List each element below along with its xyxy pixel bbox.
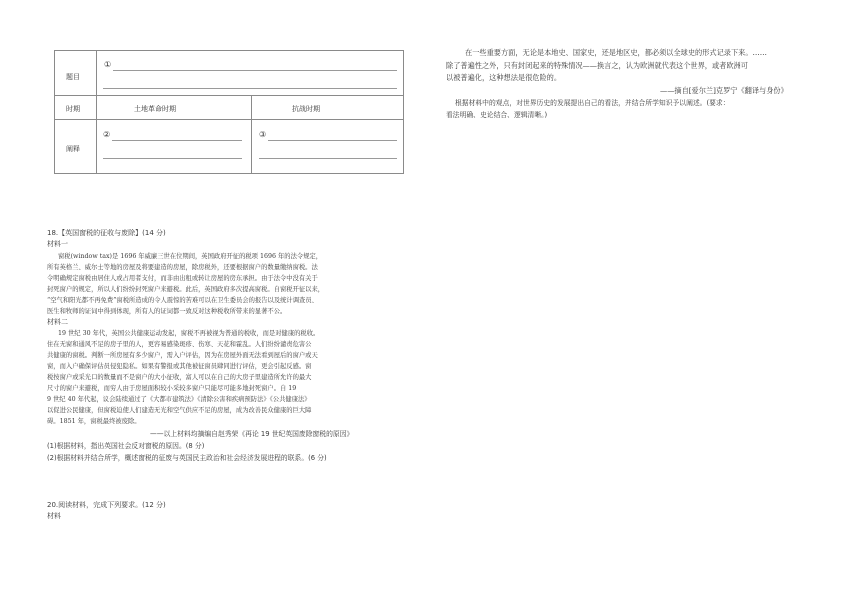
blank-marker-3: ③ — [259, 130, 267, 139]
material-label: 材料一 — [47, 240, 68, 248]
material-line: 19 世纪 30 年代，英国公共健康运动发起，窗税不再被视为普通的税收，而是对健康的税收。 — [58, 330, 320, 337]
material-line: “空气和阳光都不再免费”窗税所造成的令人震惊的苦难可以在卫生委员会的报告以及统计调查员、 — [47, 297, 318, 304]
period-left: 土地革命时期 — [134, 105, 176, 113]
sub-question-1: (1)根据材料，指出英国社会反对窗税的原因。(8 分) — [47, 442, 205, 450]
quote-line: 除了普遍性之外，只有封闭起来的特殊情况——换言之，认为欧洲就代表这个世界，或者欧洲可 — [446, 61, 748, 70]
period-right: 抗战时期 — [292, 105, 320, 113]
material-line: 以促进公民健康，但窗税迫使人们建造无光和空气供应不足的房屋，成为改善民众健康的巨大障 — [47, 407, 312, 414]
quote-line: 在一些重要方面，无论是本地史、国家史，还是地区史，都必须以全球史的形式记录下来。…… — [465, 48, 767, 57]
answer-line[interactable] — [113, 70, 397, 71]
material-line: 窗，而入户确保评估员侵犯隐私。如果有警报或其他被征窗员肆同进行评估，更会引起反感。窗 — [47, 363, 312, 370]
material-source: ——以上材料均摘编自赵秀荣《再论 19 世纪英国废除窗税的原因》 — [150, 430, 354, 438]
table-label-explain: 阐释 — [66, 145, 80, 153]
material-line: 碍。1851 年，窗税最终被废除。 — [47, 418, 141, 425]
material-line: 共健康的窗税。判断一所房屋有多少窗户，需入户评估，因为在房屋外面无法看到屋后的窗户或天 — [47, 352, 318, 359]
answer-line[interactable] — [268, 140, 397, 141]
blank-marker-2: ② — [103, 130, 111, 139]
table-row-period — [55, 96, 403, 120]
material-line: 令明确规定窗税由居住人或占用者支付，而非由出租或转让房屋的房东承担。由于法令中没有关于 — [47, 275, 318, 282]
quote-line: 以被普遍化，这种想法是很危险的。 — [446, 73, 562, 82]
answer-line[interactable] — [103, 88, 397, 89]
material-label: 材料 — [47, 512, 61, 520]
question-title: 20.阅读材料，完成下列要求。(12 分) — [47, 501, 166, 509]
material-line: 税按窗户或采光口的数量而不是窗户的大小征收，富人可以在自己的大房子里建造所允许的最大 — [47, 374, 312, 381]
question-title: 18.【英国窗税的征收与废除】(14 分) — [47, 229, 166, 237]
task-line: 看法明确、史论结合、逻辑清晰。) — [446, 111, 548, 119]
table-label-title: 题目 — [66, 73, 80, 81]
material-line: 封死窗户的规定，所以人们纷纷封死窗户来避税。此后，英国政府多次提高窗税。自窗税开征以来， — [47, 286, 325, 293]
material-line: 窗税(window tax)是 1696 年威廉三世在位期间，英国政府开征的税项 1696 年的法令规定， — [58, 253, 323, 260]
table-divider — [96, 51, 97, 173]
table-row-explain — [55, 120, 403, 175]
sub-question-2: (2)根据材料并结合所学，概述窗税的征废与英国民主政治和社会经济发展进程的联系。(6 分) — [47, 454, 327, 462]
table-divider — [251, 96, 252, 173]
answer-line[interactable] — [103, 158, 242, 159]
material-line: 医生和牧师的证词中得到体现，所有人的证词都一致反对这种税收所带来的显著不公。 — [47, 308, 287, 315]
material-line: 9 世纪 40 年代起，议会陆续通过了《大都市建筑法》《清除公害和疾病预防法》《公共健康法》 — [47, 396, 311, 403]
quote-attribution: ——摘自[爱尔兰]克罗宁《翻译与身份》 — [660, 86, 788, 95]
material-line: 住在无窗和通风不足的房子里的人，更容易感染斑疹、伤寒、天花和霍乱。人们纷纷谴责危害公 — [47, 341, 312, 348]
material-label: 材料二 — [47, 318, 68, 326]
task-line: 根据材料中的观点，对世界历史的发展提出自己的看法，并结合所学知识予以阐述。(要求： — [455, 99, 730, 107]
answer-table — [54, 50, 404, 174]
material-line: 尺寸的窗户来避税，而穷人由于房屋面积较小采较多窗户只能尽可能多地封死窗户。自 19 — [47, 385, 297, 392]
material-line: 所有英格兰、威尔士等地的房屋及将要建造的房屋，除房税外，还要根据窗户的数量缴纳窗税。法 — [47, 264, 318, 271]
blank-marker-1: ① — [104, 60, 112, 69]
answer-line[interactable] — [112, 140, 242, 141]
table-label-period: 时期 — [66, 105, 80, 113]
answer-line[interactable] — [259, 158, 397, 159]
table-row-title — [55, 51, 403, 96]
